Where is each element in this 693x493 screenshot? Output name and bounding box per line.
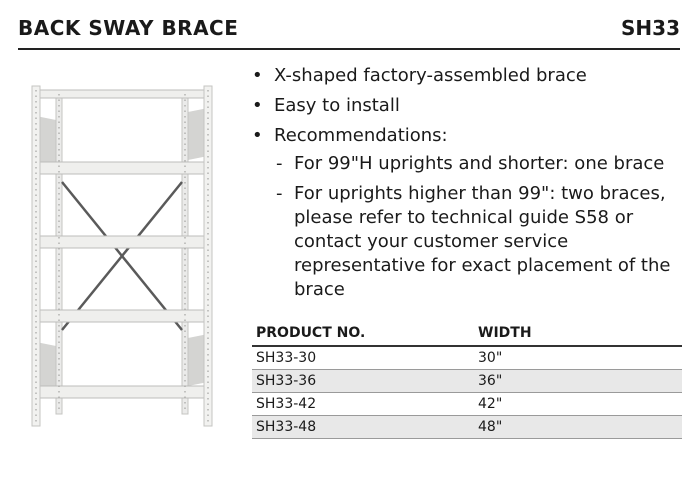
page-header	[18, 12, 680, 50]
feature-item: • Easy to install	[252, 94, 688, 118]
shelving-unit-image	[22, 80, 222, 440]
table-header-row	[252, 321, 682, 346]
column-header-width: WIDTH	[474, 321, 682, 346]
recommendation-item: - For uprights higher than 99": two braces, please refer to technical guide S58 or contact your customer service representative for exact placement of the brace	[274, 182, 688, 302]
width-cell: 36"	[474, 370, 682, 393]
recommendation-item: - For 99"H uprights and shorter: one brace	[274, 152, 688, 176]
feature-item-recommendations	[252, 124, 688, 302]
table-row	[252, 370, 682, 393]
product-table	[252, 321, 682, 439]
width-cell: 42"	[474, 393, 682, 416]
product-no-cell: SH33-30	[252, 346, 474, 370]
table-row	[252, 416, 682, 439]
feature-item: • X-shaped factory-assembled brace	[252, 64, 688, 88]
feature-item-label: Recommendations:	[274, 125, 448, 146]
product-code: SH33	[621, 16, 680, 40]
recommendation-list	[274, 152, 688, 302]
width-cell: 30"	[474, 346, 682, 370]
table-row	[252, 393, 682, 416]
page-title: BACK SWAY BRACE	[18, 16, 239, 40]
feature-list	[252, 64, 688, 308]
table-row	[252, 346, 682, 370]
width-cell: 48"	[474, 416, 682, 439]
product-no-cell: SH33-36	[252, 370, 474, 393]
column-header-product-no: PRODUCT NO.	[252, 321, 474, 346]
product-no-cell: SH33-42	[252, 393, 474, 416]
product-no-cell: SH33-48	[252, 416, 474, 439]
